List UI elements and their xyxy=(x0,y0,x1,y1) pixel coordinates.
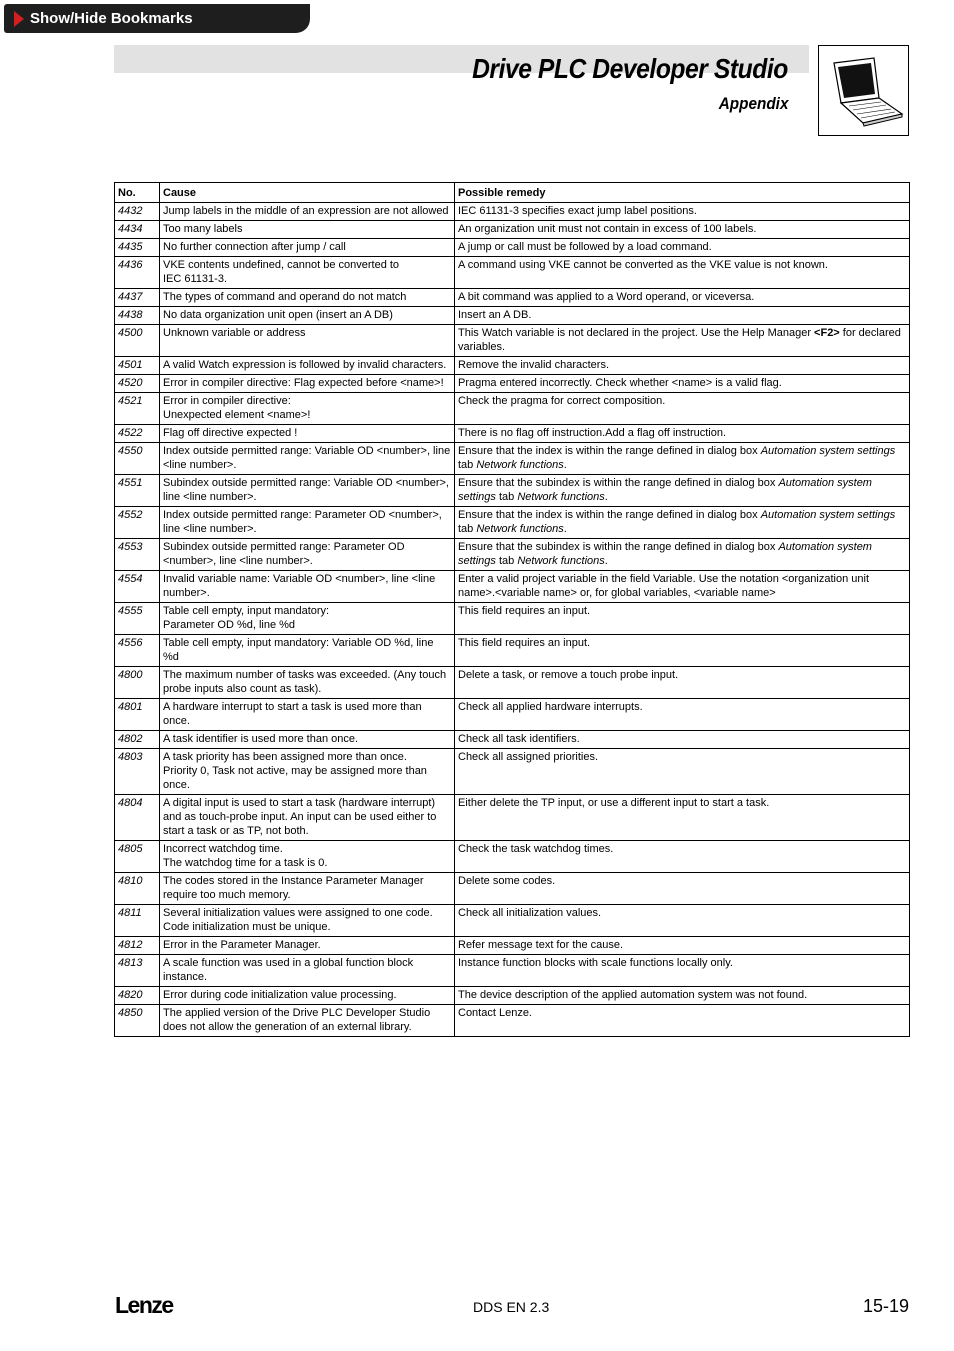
laptop-icon xyxy=(818,45,909,136)
table-row xyxy=(115,749,910,795)
table-row xyxy=(115,1005,910,1037)
page-number: 15-19 xyxy=(862,1296,909,1316)
error-number-cell: 4820 xyxy=(115,987,160,1005)
cause-cell: Error in compiler directive: Flag expected before <name>! xyxy=(160,375,455,393)
cause-cell: Error during code initialization value processing. xyxy=(160,987,455,1005)
error-number-cell: 4437 xyxy=(115,289,160,307)
table-row xyxy=(115,731,910,749)
remedy-cell: Delete some codes. xyxy=(455,873,910,905)
remedy-cell: Insert an A DB. xyxy=(455,307,910,325)
cause-cell: A hardware interrupt to start a task is used more than once. xyxy=(160,699,455,731)
remedy-cell: A command using VKE cannot be converted as the VKE value is not known. xyxy=(455,257,910,289)
remedy-text-segment: Automation system settings xyxy=(760,509,896,521)
error-number-cell: 4555 xyxy=(115,603,160,635)
remedy-cell xyxy=(455,443,910,475)
remedy-text-segment: tab xyxy=(458,459,477,471)
error-number-cell: 4432 xyxy=(115,203,160,221)
remedy-cell: Check all applied hardware interrupts. xyxy=(455,699,910,731)
table-row xyxy=(115,539,910,571)
error-number-cell: 4434 xyxy=(115,221,160,239)
remedy-cell xyxy=(455,475,910,507)
remedy-text-segment: Automation system settings xyxy=(458,477,872,503)
remedy-text-segment: Ensure that the index is within the range defined in dialog box xyxy=(458,509,761,521)
cause-cell: A digital input is used to start a task (hardware interrupt) and as touch-probe input. An input can be used either to start a task or as TP, not both. xyxy=(160,795,455,841)
cause-cell: Several initialization values were assigned to one code. Code initialization must be unique. xyxy=(160,905,455,937)
column-header-cause: Cause xyxy=(160,183,455,203)
error-number-cell: 4804 xyxy=(115,795,160,841)
table-row xyxy=(115,955,910,987)
remedy-text-segment: Network functions xyxy=(517,491,605,503)
error-number-cell: 4810 xyxy=(115,873,160,905)
remedy-cell: There is no flag off instruction.Add a flag off instruction. xyxy=(455,425,910,443)
remedy-text-segment: for declared variables. xyxy=(458,327,901,353)
remedy-cell: This field requires an input. xyxy=(455,603,910,635)
remedy-text-segment: . xyxy=(604,555,608,567)
error-number-cell: 4520 xyxy=(115,375,160,393)
error-number-cell: 4436 xyxy=(115,257,160,289)
error-number-cell: 4553 xyxy=(115,539,160,571)
remedy-text-segment: Ensure that the subindex is within the range defined in dialog box xyxy=(458,541,779,553)
table-row xyxy=(115,603,910,635)
show-hide-bookmarks-button[interactable] xyxy=(4,4,310,33)
remedy-cell: Contact Lenze. xyxy=(455,1005,910,1037)
cause-cell: Error in compiler directive: Unexpected element <name>! xyxy=(160,393,455,425)
error-number-cell: 4800 xyxy=(115,667,160,699)
lenze-logo: Lenze xyxy=(115,1292,173,1318)
table-row xyxy=(115,635,910,667)
table-row xyxy=(115,699,910,731)
table-row xyxy=(115,357,910,375)
remedy-cell: A jump or call must be followed by a load command. xyxy=(455,239,910,257)
table-row xyxy=(115,289,910,307)
remedy-text-segment: Automation system settings xyxy=(458,541,872,567)
table-row xyxy=(115,307,910,325)
remedy-text-segment: This Watch variable is not declared in the project. Use the Help Manager xyxy=(458,327,815,339)
error-number-cell: 4801 xyxy=(115,699,160,731)
remedy-text-segment: tab xyxy=(495,555,518,567)
cause-cell: Invalid variable name: Variable OD <number>, line <line number>. xyxy=(160,571,455,603)
remedy-text-segment: . xyxy=(563,459,567,471)
remedy-text-segment: Automation system settings xyxy=(760,445,896,457)
remedy-cell: An organization unit must not contain in excess of 100 labels. xyxy=(455,221,910,239)
table-row xyxy=(115,795,910,841)
remedy-text-segment: Ensure that the index is within the range defined in dialog box xyxy=(458,445,761,457)
cause-cell: Flag off directive expected ! xyxy=(160,425,455,443)
cause-cell: The applied version of the Drive PLC Developer Studio does not allow the generation of an external library. xyxy=(160,1005,455,1037)
column-header-no: No. xyxy=(115,183,160,203)
remedy-cell xyxy=(455,539,910,571)
error-number-cell: 4551 xyxy=(115,475,160,507)
remedy-cell: Pragma entered incorrectly. Check whether <name> is a valid flag. xyxy=(455,375,910,393)
table-row xyxy=(115,987,910,1005)
error-number-cell: 4813 xyxy=(115,955,160,987)
table-row xyxy=(115,257,910,289)
cause-cell: Too many labels xyxy=(160,221,455,239)
cause-cell: Unknown variable or address xyxy=(160,325,455,357)
error-number-cell: 4522 xyxy=(115,425,160,443)
remedy-cell: Check the task watchdog times. xyxy=(455,841,910,873)
table-row xyxy=(115,393,910,425)
error-number-cell: 4501 xyxy=(115,357,160,375)
remedy-text-segment: Ensure that the subindex is within the range defined in dialog box xyxy=(458,477,779,489)
remedy-cell: Enter a valid project variable in the field Variable. Use the notation <organization unit name>.<variable name> or, for global variables, <variable name> xyxy=(455,571,910,603)
error-number-cell: 4850 xyxy=(115,1005,160,1037)
remedy-cell xyxy=(455,325,910,357)
error-number-cell: 4811 xyxy=(115,905,160,937)
table-row xyxy=(115,841,910,873)
remedy-text-segment: tab xyxy=(495,491,518,503)
triangle-right-icon xyxy=(14,11,24,27)
cause-cell: Table cell empty, input mandatory: Variable OD %d, line %d xyxy=(160,635,455,667)
remedy-cell: Instance function blocks with scale functions locally only. xyxy=(455,955,910,987)
cause-cell: Index outside permitted range: Variable OD <number>, line <line number>. xyxy=(160,443,455,475)
remedy-cell: Check all initialization values. xyxy=(455,905,910,937)
error-number-cell: 4554 xyxy=(115,571,160,603)
cause-cell: The codes stored in the Instance Parameter Manager require too much memory. xyxy=(160,873,455,905)
error-number-cell: 4803 xyxy=(115,749,160,795)
page-title: Drive PLC Developer Studio xyxy=(472,53,788,84)
cause-cell: Index outside permitted range: Parameter OD <number>, line <line number>. xyxy=(160,507,455,539)
error-number-cell: 4435 xyxy=(115,239,160,257)
cause-cell: Error in the Parameter Manager. xyxy=(160,937,455,955)
cause-cell: A task identifier is used more than once. xyxy=(160,731,455,749)
table-row xyxy=(115,203,910,221)
error-number-cell: 4550 xyxy=(115,443,160,475)
table-row xyxy=(115,425,910,443)
table-row xyxy=(115,873,910,905)
remedy-cell: A bit command was applied to a Word operand, or viceversa. xyxy=(455,289,910,307)
table-row xyxy=(115,221,910,239)
remedy-cell: Either delete the TP input, or use a different input to start a task. xyxy=(455,795,910,841)
remedy-cell: Refer message text for the cause. xyxy=(455,937,910,955)
remedy-cell: Remove the invalid characters. xyxy=(455,357,910,375)
bookmarks-label: Show/Hide Bookmarks xyxy=(30,10,193,27)
error-number-cell: 4556 xyxy=(115,635,160,667)
error-table xyxy=(114,182,910,1037)
table-row xyxy=(115,325,910,357)
error-number-cell: 4812 xyxy=(115,937,160,955)
column-header-remedy: Possible remedy xyxy=(455,183,910,203)
cause-cell: A task priority has been assigned more than once. Priority 0, Task not active, may be assigned more than once. xyxy=(160,749,455,795)
document-id: DDS EN 2.3 xyxy=(473,1299,550,1315)
cause-cell: VKE contents undefined, cannot be converted to IEC 61131-3. xyxy=(160,257,455,289)
remedy-cell: This field requires an input. xyxy=(455,635,910,667)
table-row xyxy=(115,443,910,475)
cause-cell: The types of command and operand do not match xyxy=(160,289,455,307)
cause-cell: A scale function was used in a global function block instance. xyxy=(160,955,455,987)
remedy-cell: Check the pragma for correct composition. xyxy=(455,393,910,425)
error-number-cell: 4805 xyxy=(115,841,160,873)
table-row xyxy=(115,475,910,507)
remedy-text-segment: . xyxy=(563,523,567,535)
remedy-text-segment: Network functions xyxy=(476,459,564,471)
remedy-text-segment: . xyxy=(604,491,608,503)
cause-cell: Table cell empty, input mandatory: Parameter OD %d, line %d xyxy=(160,603,455,635)
remedy-cell: Delete a task, or remove a touch probe input. xyxy=(455,667,910,699)
remedy-cell: Check all assigned priorities. xyxy=(455,749,910,795)
cause-cell: Jump labels in the middle of an expression are not allowed xyxy=(160,203,455,221)
page-subtitle: Appendix xyxy=(718,94,788,113)
remedy-cell xyxy=(455,507,910,539)
table-row xyxy=(115,905,910,937)
remedy-cell: The device description of the applied automation system was not found. xyxy=(455,987,910,1005)
cause-cell: Subindex outside permitted range: Variable OD <number>, line <line number>. xyxy=(160,475,455,507)
table-row xyxy=(115,507,910,539)
table-row xyxy=(115,667,910,699)
cause-cell: No data organization unit open (insert an A DB) xyxy=(160,307,455,325)
remedy-text-segment: Network functions xyxy=(517,555,605,567)
error-number-cell: 4500 xyxy=(115,325,160,357)
cause-cell: Incorrect watchdog time. The watchdog time for a task is 0. xyxy=(160,841,455,873)
cause-cell: The maximum number of tasks was exceeded. (Any touch probe inputs also count as task). xyxy=(160,667,455,699)
cause-cell: No further connection after jump / call xyxy=(160,239,455,257)
remedy-text-segment: <F2> xyxy=(814,327,840,339)
table-row xyxy=(115,239,910,257)
remedy-cell: Check all task identifiers. xyxy=(455,731,910,749)
remedy-text-segment: tab xyxy=(458,523,477,535)
remedy-cell: IEC 61131-3 specifies exact jump label positions. xyxy=(455,203,910,221)
cause-cell: A valid Watch expression is followed by invalid characters. xyxy=(160,357,455,375)
table-row xyxy=(115,571,910,603)
table-header-row xyxy=(115,183,910,203)
error-number-cell: 4438 xyxy=(115,307,160,325)
table-row xyxy=(115,937,910,955)
table-row xyxy=(115,375,910,393)
cause-cell: Subindex outside permitted range: Parameter OD <number>, line <line number>. xyxy=(160,539,455,571)
error-number-cell: 4521 xyxy=(115,393,160,425)
error-number-cell: 4802 xyxy=(115,731,160,749)
remedy-text-segment: Network functions xyxy=(476,523,564,535)
error-number-cell: 4552 xyxy=(115,507,160,539)
